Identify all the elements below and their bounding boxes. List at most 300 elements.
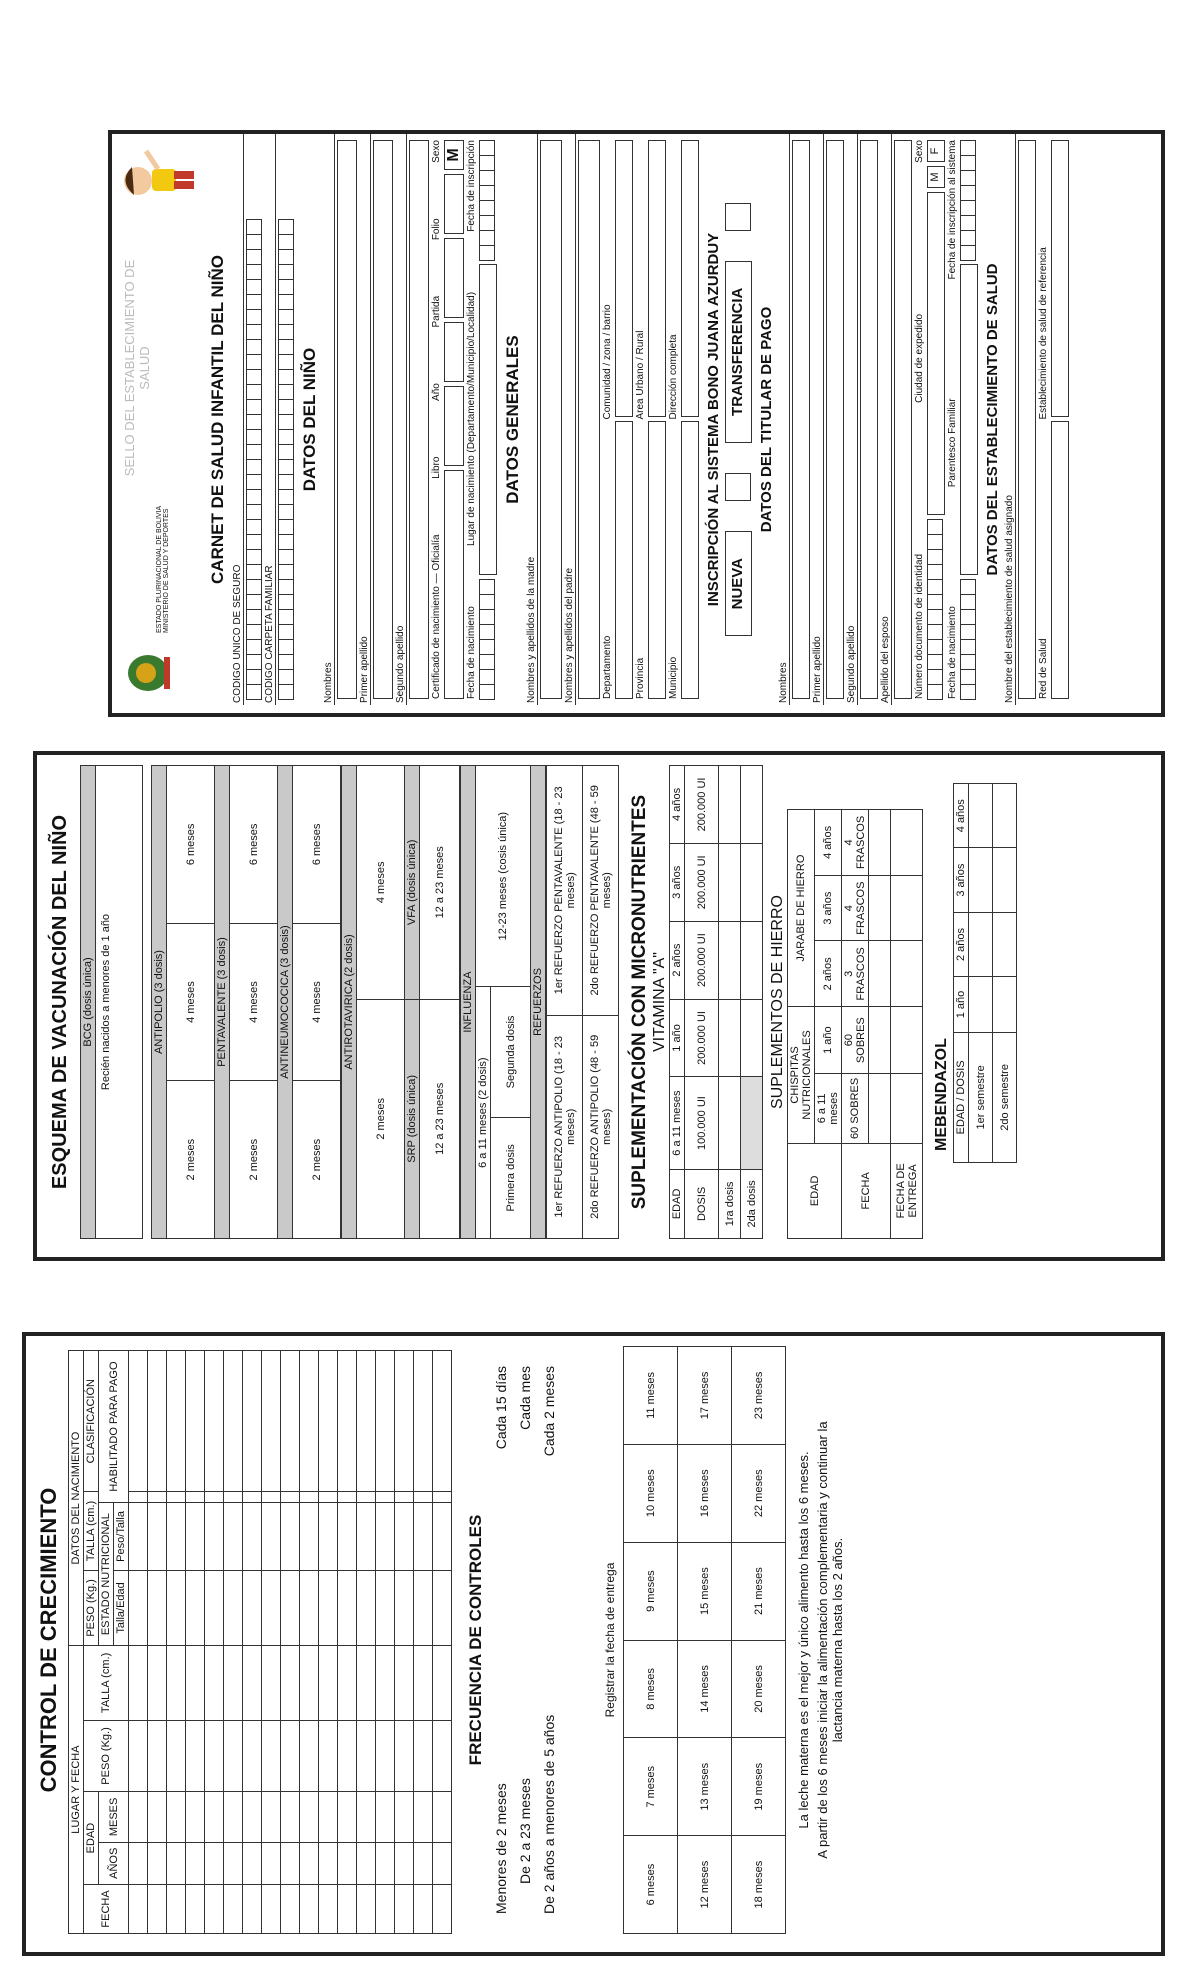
carnet-content bbox=[112, 134, 1153, 705]
growth-cell[interactable] bbox=[414, 1792, 433, 1842]
entrega-meses-table bbox=[623, 1346, 786, 1934]
growth-cell[interactable] bbox=[300, 1792, 319, 1842]
growth-cell[interactable] bbox=[357, 1492, 376, 1503]
growth-cell[interactable] bbox=[300, 1720, 319, 1791]
growth-cell[interactable] bbox=[243, 1646, 262, 1721]
growth-cell[interactable] bbox=[243, 1884, 262, 1933]
growth-row bbox=[414, 1351, 433, 1934]
sexo-f-option[interactable]: F bbox=[927, 140, 945, 162]
growth-cell[interactable] bbox=[357, 1720, 376, 1791]
growth-cell[interactable] bbox=[129, 1646, 148, 1721]
growth-cell[interactable] bbox=[300, 1842, 319, 1884]
vit-dosis: 100.000 UI bbox=[685, 1077, 719, 1169]
apellido-esposo-field[interactable] bbox=[894, 140, 912, 699]
provincia-field[interactable] bbox=[648, 422, 666, 700]
estab-ref-label: Establecimiento de salud de referencia bbox=[1037, 247, 1049, 420]
growth-cell[interactable] bbox=[281, 1720, 300, 1791]
growth-cell[interactable] bbox=[357, 1842, 376, 1884]
growth-cell[interactable] bbox=[224, 1720, 243, 1791]
srp-header: SRP (dosis única) bbox=[405, 999, 420, 1238]
hierro-age: 1 año bbox=[815, 1007, 842, 1074]
growth-cell[interactable] bbox=[129, 1351, 148, 1492]
growth-cell[interactable] bbox=[414, 1646, 433, 1721]
growth-cell[interactable] bbox=[224, 1503, 243, 1571]
growth-cell[interactable] bbox=[357, 1351, 376, 1492]
mes-cell: 19 meses bbox=[732, 1738, 786, 1836]
meb-row: 2do semestre bbox=[993, 1032, 1017, 1162]
growth-cell[interactable] bbox=[414, 1720, 433, 1791]
growth-cell[interactable] bbox=[148, 1842, 167, 1884]
growth-cell[interactable] bbox=[376, 1884, 395, 1933]
growth-cell[interactable] bbox=[167, 1646, 186, 1721]
growth-cell[interactable] bbox=[300, 1351, 319, 1492]
refuerzo-cell: 1er REFUERZO PENTAVALENTE (18 - 23 meses) bbox=[547, 766, 583, 1016]
growth-row bbox=[148, 1351, 167, 1934]
chispitas-header: CHISPITAS NUTRICIONALES bbox=[788, 1007, 815, 1143]
growth-cell[interactable] bbox=[281, 1351, 300, 1492]
ministry-line-2: MINISTERIO DE SALUD Y DEPORTES bbox=[163, 508, 170, 633]
partida-field[interactable] bbox=[444, 238, 464, 318]
lugar-nac-label: Lugar de nacimiento (Departamento/Municipio/Localidad) bbox=[466, 291, 477, 546]
hierro-qty: 60 SOBRES bbox=[842, 1007, 869, 1074]
frecuencia-value: Cada 2 meses bbox=[541, 1366, 557, 1457]
growth-cell[interactable] bbox=[338, 1842, 357, 1884]
growth-cell[interactable] bbox=[186, 1351, 205, 1492]
growth-cell[interactable] bbox=[167, 1842, 186, 1884]
provincia-label: Provincia bbox=[635, 657, 646, 699]
growth-row bbox=[433, 1351, 452, 1934]
num-doc-boxes[interactable] bbox=[927, 519, 945, 699]
red-salud-field[interactable] bbox=[1051, 422, 1069, 700]
growth-cell[interactable] bbox=[281, 1646, 300, 1721]
ano-field[interactable] bbox=[444, 322, 464, 382]
growth-cell[interactable] bbox=[319, 1720, 338, 1791]
growth-cell[interactable] bbox=[129, 1792, 148, 1842]
padre-label: Nombres y apellidos del padre bbox=[564, 134, 576, 705]
growth-cell[interactable] bbox=[433, 1570, 452, 1645]
hierro-title: SUPLEMENTOS DE HIERRO bbox=[769, 895, 787, 1109]
nueva-option[interactable]: NUEVA bbox=[725, 531, 752, 636]
growth-cell[interactable] bbox=[243, 1492, 262, 1503]
titular-primer-apellido-label: Primer apellido bbox=[812, 134, 824, 705]
growth-cell[interactable] bbox=[186, 1492, 205, 1503]
growth-cell[interactable] bbox=[357, 1792, 376, 1842]
growth-cell[interactable] bbox=[281, 1842, 300, 1884]
oficialia-label: Oficialía bbox=[431, 534, 442, 571]
growth-cell[interactable] bbox=[148, 1720, 167, 1791]
fecha-header: FECHA bbox=[84, 1884, 129, 1933]
mes-cell: 8 meses bbox=[624, 1640, 678, 1738]
codigo-carpeta-boxes[interactable] bbox=[278, 140, 294, 699]
inscripcion-title: INSCRIPCIÓN AL SISTEMA BONO JUANA AZURDUY bbox=[705, 232, 722, 607]
dose-cell: 2 meses bbox=[357, 999, 405, 1238]
growth-cell[interactable] bbox=[338, 1570, 357, 1645]
growth-cell[interactable] bbox=[319, 1351, 338, 1492]
edad-header: EDAD bbox=[84, 1792, 99, 1885]
growth-cell[interactable] bbox=[433, 1792, 452, 1842]
estab-ref-field[interactable] bbox=[1051, 140, 1069, 418]
growth-cell[interactable] bbox=[167, 1351, 186, 1492]
growth-cell[interactable] bbox=[186, 1646, 205, 1721]
growth-cell[interactable] bbox=[433, 1503, 452, 1571]
dose-cell: 4 meses bbox=[167, 923, 215, 1081]
growth-cell[interactable] bbox=[395, 1492, 414, 1503]
growth-cell[interactable] bbox=[243, 1503, 262, 1571]
growth-cell[interactable] bbox=[281, 1503, 300, 1571]
growth-cell[interactable] bbox=[167, 1720, 186, 1791]
growth-cell[interactable] bbox=[205, 1792, 224, 1842]
growth-cell[interactable] bbox=[224, 1884, 243, 1933]
growth-cell[interactable] bbox=[281, 1884, 300, 1933]
growth-cell[interactable] bbox=[300, 1570, 319, 1645]
growth-cell[interactable] bbox=[224, 1646, 243, 1721]
vit-dosis: 200.000 UI bbox=[685, 843, 719, 921]
growth-cell[interactable] bbox=[281, 1570, 300, 1645]
ciudad-exp-field[interactable] bbox=[927, 192, 945, 515]
growth-cell[interactable] bbox=[433, 1492, 452, 1503]
growth-cell[interactable] bbox=[262, 1646, 281, 1721]
growth-cell[interactable] bbox=[414, 1492, 433, 1503]
growth-cell[interactable] bbox=[414, 1570, 433, 1645]
growth-cell[interactable] bbox=[395, 1646, 414, 1721]
departamento-label: Departamento bbox=[602, 635, 613, 699]
growth-cell[interactable] bbox=[338, 1492, 357, 1503]
growth-cell[interactable] bbox=[414, 1884, 433, 1933]
direccion-field[interactable] bbox=[681, 140, 699, 418]
growth-cell[interactable] bbox=[205, 1842, 224, 1884]
growth-row bbox=[224, 1351, 243, 1934]
growth-cell[interactable] bbox=[338, 1884, 357, 1933]
growth-cell[interactable] bbox=[414, 1503, 433, 1571]
influenza-b: 12-23 meses (cosis única) bbox=[476, 766, 531, 987]
vfa-header: VFA (dosis única) bbox=[405, 766, 420, 1000]
mes-cell: 15 meses bbox=[678, 1542, 732, 1640]
growth-cell[interactable] bbox=[148, 1570, 167, 1645]
growth-cell[interactable] bbox=[376, 1503, 395, 1571]
growth-row bbox=[129, 1351, 148, 1934]
growth-cell[interactable] bbox=[148, 1646, 167, 1721]
hierro-age: 4 años bbox=[815, 810, 842, 876]
refuerzo-cell: 2do REFUERZO ANTIPOLIO (48 - 59 meses) bbox=[583, 1015, 619, 1238]
meb-age: 2 años bbox=[954, 912, 969, 976]
fecha-insc-sis-boxes[interactable] bbox=[960, 140, 978, 260]
nueva-checkbox[interactable] bbox=[725, 473, 751, 501]
vit-dosis: 200.000 UI bbox=[685, 921, 719, 999]
growth-cell[interactable] bbox=[338, 1720, 357, 1791]
transferencia-checkbox[interactable] bbox=[725, 203, 751, 231]
growth-cell[interactable] bbox=[148, 1792, 167, 1842]
vitamina-table bbox=[669, 765, 763, 1239]
growth-cell[interactable] bbox=[433, 1842, 452, 1884]
primer-apellido-label: Primer apellido bbox=[359, 134, 371, 705]
meb-edad: EDAD / DOSIS bbox=[954, 1032, 969, 1162]
growth-cell[interactable] bbox=[262, 1720, 281, 1791]
bcg-subtitle: Recién nacidos a menores de 1 año bbox=[100, 913, 113, 1091]
codigo-carpeta-label: CODIGO CARPETA FAMILIAR bbox=[264, 134, 276, 705]
refuerzos-header: REFUERZOS bbox=[531, 766, 546, 1239]
growth-cell[interactable] bbox=[357, 1884, 376, 1933]
growth-row bbox=[338, 1351, 357, 1934]
fecha-nac-boxes[interactable] bbox=[479, 579, 497, 699]
growth-cell[interactable] bbox=[262, 1884, 281, 1933]
mes-cell: 11 meses bbox=[624, 1347, 678, 1445]
growth-cell[interactable] bbox=[167, 1792, 186, 1842]
datos-nac-header: DATOS DEL NACIMIENTO bbox=[69, 1351, 84, 1646]
growth-cell[interactable] bbox=[433, 1884, 452, 1933]
growth-cell[interactable] bbox=[319, 1646, 338, 1721]
bcg-header: BCG (dosis única) bbox=[81, 766, 96, 1238]
growth-cell[interactable] bbox=[224, 1842, 243, 1884]
growth-cell[interactable] bbox=[243, 1842, 262, 1884]
vit-row-label: 1ra dosis bbox=[719, 1169, 741, 1238]
comunidad-field[interactable] bbox=[615, 140, 633, 418]
vit-dosis: 200.000 UI bbox=[685, 999, 719, 1077]
growth-cell[interactable] bbox=[186, 1792, 205, 1842]
datos-nino-title: DATOS DEL NIÑO bbox=[300, 347, 319, 492]
growth-cell[interactable] bbox=[395, 1720, 414, 1791]
oficialia-field[interactable] bbox=[444, 470, 464, 699]
growth-cell[interactable] bbox=[357, 1503, 376, 1571]
vit-header: 6 a 11 meses bbox=[670, 1077, 685, 1169]
growth-cell[interactable] bbox=[167, 1570, 186, 1645]
growth-cell[interactable] bbox=[300, 1492, 319, 1503]
primer-apellido-field[interactable] bbox=[373, 140, 393, 699]
growth-cell[interactable] bbox=[148, 1884, 167, 1933]
nombre-estab-field[interactable] bbox=[1018, 140, 1036, 699]
growth-cell[interactable] bbox=[262, 1842, 281, 1884]
clasificacion-header: CLASIFICACIÓN bbox=[84, 1351, 99, 1492]
codigo-seguro-boxes[interactable] bbox=[246, 140, 262, 699]
frecuencia-value: Cada 15 días bbox=[493, 1366, 509, 1450]
sexo-m-option[interactable]: M bbox=[927, 166, 945, 188]
segundo-apellido-field[interactable] bbox=[409, 140, 429, 699]
parentesco-label: Parentesco Familiar bbox=[946, 398, 958, 488]
growth-cell[interactable] bbox=[243, 1792, 262, 1842]
growth-cell[interactable] bbox=[319, 1492, 338, 1503]
mes-cell: 23 meses bbox=[732, 1347, 786, 1445]
growth-cell[interactable] bbox=[376, 1842, 395, 1884]
growth-cell[interactable] bbox=[148, 1351, 167, 1492]
vit-header: 2 años bbox=[670, 921, 685, 999]
growth-cell[interactable] bbox=[129, 1492, 148, 1503]
titular-fecha-nac-label: Fecha de nacimiento bbox=[946, 606, 958, 699]
growth-cell[interactable] bbox=[338, 1792, 357, 1842]
lugar-fecha-header: LUGAR Y FECHA bbox=[69, 1646, 84, 1934]
growth-cell[interactable] bbox=[262, 1351, 281, 1492]
vit-row-label: 2da dosis bbox=[741, 1169, 763, 1238]
growth-cell[interactable] bbox=[129, 1884, 148, 1933]
growth-cell[interactable] bbox=[395, 1570, 414, 1645]
growth-cell[interactable] bbox=[205, 1351, 224, 1492]
growth-cell[interactable] bbox=[357, 1570, 376, 1645]
growth-cell[interactable] bbox=[338, 1351, 357, 1492]
fecha-insc-boxes[interactable] bbox=[479, 140, 497, 260]
growth-cell[interactable] bbox=[395, 1503, 414, 1571]
mebendazol-table bbox=[953, 783, 1017, 1163]
mes-cell: 21 meses bbox=[732, 1542, 786, 1640]
growth-cell[interactable] bbox=[338, 1503, 357, 1571]
growth-cell[interactable] bbox=[395, 1792, 414, 1842]
folio-label: Folio bbox=[431, 218, 442, 241]
municipio-label: Municipio bbox=[668, 656, 679, 699]
growth-cell[interactable] bbox=[262, 1570, 281, 1645]
growth-cell[interactable] bbox=[167, 1492, 186, 1503]
dose-cell: 2 meses bbox=[230, 1081, 278, 1239]
folio-field[interactable] bbox=[444, 174, 464, 234]
frecuencia-title: FRECUENCIA DE CONTROLES bbox=[466, 1514, 485, 1766]
nombres-field[interactable] bbox=[337, 140, 357, 699]
titular-segundo-apellido-label: Segundo apellido bbox=[846, 134, 858, 705]
growth-cell[interactable] bbox=[262, 1792, 281, 1842]
rota-table bbox=[341, 765, 460, 1239]
growth-cell[interactable] bbox=[376, 1351, 395, 1492]
meses-header: MESES bbox=[99, 1792, 129, 1842]
padre-field[interactable] bbox=[578, 140, 600, 699]
antirota-header: ANTIROTAVIRICA (2 dosis) bbox=[342, 766, 357, 1239]
growth-cell[interactable] bbox=[148, 1492, 167, 1503]
growth-cell[interactable] bbox=[148, 1503, 167, 1571]
growth-cell[interactable] bbox=[205, 1570, 224, 1645]
growth-cell[interactable] bbox=[167, 1503, 186, 1571]
dose-cell: 2 meses bbox=[167, 1081, 215, 1239]
growth-cell[interactable] bbox=[186, 1720, 205, 1791]
titular-segundo-apellido-field[interactable] bbox=[860, 140, 878, 699]
hierro-edad: EDAD bbox=[788, 1143, 842, 1238]
area-field[interactable] bbox=[648, 140, 666, 418]
growth-cell[interactable] bbox=[395, 1842, 414, 1884]
growth-cell[interactable] bbox=[205, 1646, 224, 1721]
datos-generales-title: DATOS GENERALES bbox=[503, 335, 522, 504]
titular-sexo-label: Sexo bbox=[913, 140, 925, 163]
refuerzo-cell: 2do REFUERZO PENTAVALENTE (48 - 59 meses) bbox=[583, 766, 619, 1016]
growth-cell[interactable] bbox=[281, 1792, 300, 1842]
growth-cell[interactable] bbox=[243, 1570, 262, 1645]
growth-cell[interactable] bbox=[433, 1646, 452, 1721]
growth-cell[interactable] bbox=[186, 1503, 205, 1571]
meb-age: 4 años bbox=[954, 784, 969, 848]
hierro-age: 6 a 11 meses bbox=[815, 1074, 842, 1144]
growth-cell[interactable] bbox=[205, 1503, 224, 1571]
growth-cell[interactable] bbox=[300, 1884, 319, 1933]
registrar-note: Registrar la fecha de entrega bbox=[603, 1562, 617, 1718]
growth-cell[interactable] bbox=[376, 1646, 395, 1721]
sexo-m-box[interactable]: M bbox=[444, 140, 464, 170]
influenza-a: 6 a 11 meses (2 dosis) bbox=[476, 987, 491, 1239]
madre-field[interactable] bbox=[540, 140, 562, 699]
titular-primer-apellido-field[interactable] bbox=[826, 140, 844, 699]
growth-cell[interactable] bbox=[129, 1570, 148, 1645]
vit-header: 4 años bbox=[670, 766, 685, 844]
municipio-field[interactable] bbox=[681, 422, 699, 700]
frecuencia-list bbox=[489, 1366, 561, 1914]
libro-field[interactable] bbox=[444, 386, 464, 466]
lugar-nac-field[interactable] bbox=[479, 264, 497, 575]
growth-cell[interactable] bbox=[319, 1503, 338, 1571]
growth-cell[interactable] bbox=[129, 1842, 148, 1884]
growth-cell[interactable] bbox=[186, 1842, 205, 1884]
growth-cell[interactable] bbox=[262, 1492, 281, 1503]
growth-cell[interactable] bbox=[205, 1884, 224, 1933]
certificado-text: Certificado de nacimiento bbox=[431, 586, 442, 699]
certificado-label: Certificado de nacimiento — Oficialía bbox=[431, 534, 442, 699]
growth-cell[interactable] bbox=[338, 1646, 357, 1721]
growth-cell[interactable] bbox=[167, 1884, 186, 1933]
mes-cell: 13 meses bbox=[678, 1738, 732, 1836]
growth-cell[interactable] bbox=[300, 1646, 319, 1721]
transferencia-option[interactable]: TRANSFERENCIA bbox=[725, 261, 752, 443]
growth-cell[interactable] bbox=[395, 1884, 414, 1933]
growth-cell[interactable] bbox=[224, 1570, 243, 1645]
growth-cell[interactable] bbox=[376, 1570, 395, 1645]
libro-label: Libro bbox=[431, 456, 442, 479]
growth-cell[interactable] bbox=[281, 1492, 300, 1503]
growth-cell[interactable] bbox=[319, 1792, 338, 1842]
ciudad-exp-label: Ciudad de expedido bbox=[913, 313, 925, 403]
mes-cell: 16 meses bbox=[678, 1444, 732, 1542]
growth-cell[interactable] bbox=[376, 1720, 395, 1791]
growth-cell[interactable] bbox=[300, 1503, 319, 1571]
growth-cell[interactable] bbox=[433, 1351, 452, 1492]
departamento-field[interactable] bbox=[615, 422, 633, 700]
fecha-insc-label: Fecha de inscripción bbox=[466, 140, 477, 232]
growth-cell[interactable] bbox=[243, 1351, 262, 1492]
growth-cell[interactable] bbox=[319, 1570, 338, 1645]
growth-cell[interactable] bbox=[224, 1792, 243, 1842]
growth-cell[interactable] bbox=[129, 1720, 148, 1791]
growth-control-content bbox=[26, 1336, 1153, 1944]
dose-cell: 4 meses bbox=[357, 766, 405, 1000]
antipolio-header: ANTIPOLIO (3 dosis) bbox=[152, 766, 167, 1239]
growth-cell[interactable] bbox=[376, 1492, 395, 1503]
growth-row bbox=[205, 1351, 224, 1934]
influenza-header: INFLUENZA bbox=[461, 766, 476, 1239]
growth-cell[interactable] bbox=[357, 1646, 376, 1721]
datos-titular-title: DATOS DEL TITULAR DE PAGO bbox=[757, 306, 775, 533]
growth-cell[interactable] bbox=[262, 1503, 281, 1571]
mes-cell: 14 meses bbox=[678, 1640, 732, 1738]
growth-cell[interactable] bbox=[224, 1351, 243, 1492]
titular-fecha-nac-boxes[interactable] bbox=[960, 579, 978, 699]
anos-header: AÑOS bbox=[99, 1842, 129, 1884]
frecuencia-value: Cada mes bbox=[517, 1366, 533, 1430]
growth-cell[interactable] bbox=[433, 1720, 452, 1791]
habilitado-header: HABILITADO PARA PAGO bbox=[99, 1351, 129, 1503]
growth-cell[interactable] bbox=[186, 1570, 205, 1645]
growth-cell[interactable] bbox=[205, 1492, 224, 1503]
footer-text-2: A partir de los 6 meses iniciar la alimentación complementaria y continuar la bbox=[815, 1421, 830, 1859]
growth-cell[interactable] bbox=[243, 1720, 262, 1791]
growth-cell[interactable] bbox=[414, 1351, 433, 1492]
growth-cell[interactable] bbox=[224, 1492, 243, 1503]
suplementacion-title: SUPLEMENTACIÓN CON MICRONUTRIENTES bbox=[629, 794, 651, 1210]
parentesco-field[interactable] bbox=[960, 264, 978, 575]
growth-cell[interactable] bbox=[186, 1884, 205, 1933]
growth-cell[interactable] bbox=[395, 1351, 414, 1492]
hierro-age: 3 años bbox=[815, 875, 842, 941]
nombres-label: Nombres bbox=[323, 134, 335, 705]
growth-control-title: CONTROL DE CRECIMIENTO bbox=[36, 1487, 61, 1793]
growth-cell[interactable] bbox=[129, 1503, 148, 1571]
growth-cell[interactable] bbox=[319, 1884, 338, 1933]
pentavalente-header: PENTAVALENTE (3 dosis) bbox=[215, 766, 230, 1239]
growth-cell[interactable] bbox=[376, 1792, 395, 1842]
meb-age: 3 años bbox=[954, 848, 969, 912]
growth-cell[interactable] bbox=[414, 1842, 433, 1884]
growth-cell[interactable] bbox=[205, 1720, 224, 1791]
growth-cell[interactable] bbox=[319, 1842, 338, 1884]
apellido-esposo-label: Apellido del esposo bbox=[880, 134, 892, 705]
titular-nombres-field[interactable] bbox=[792, 140, 810, 699]
